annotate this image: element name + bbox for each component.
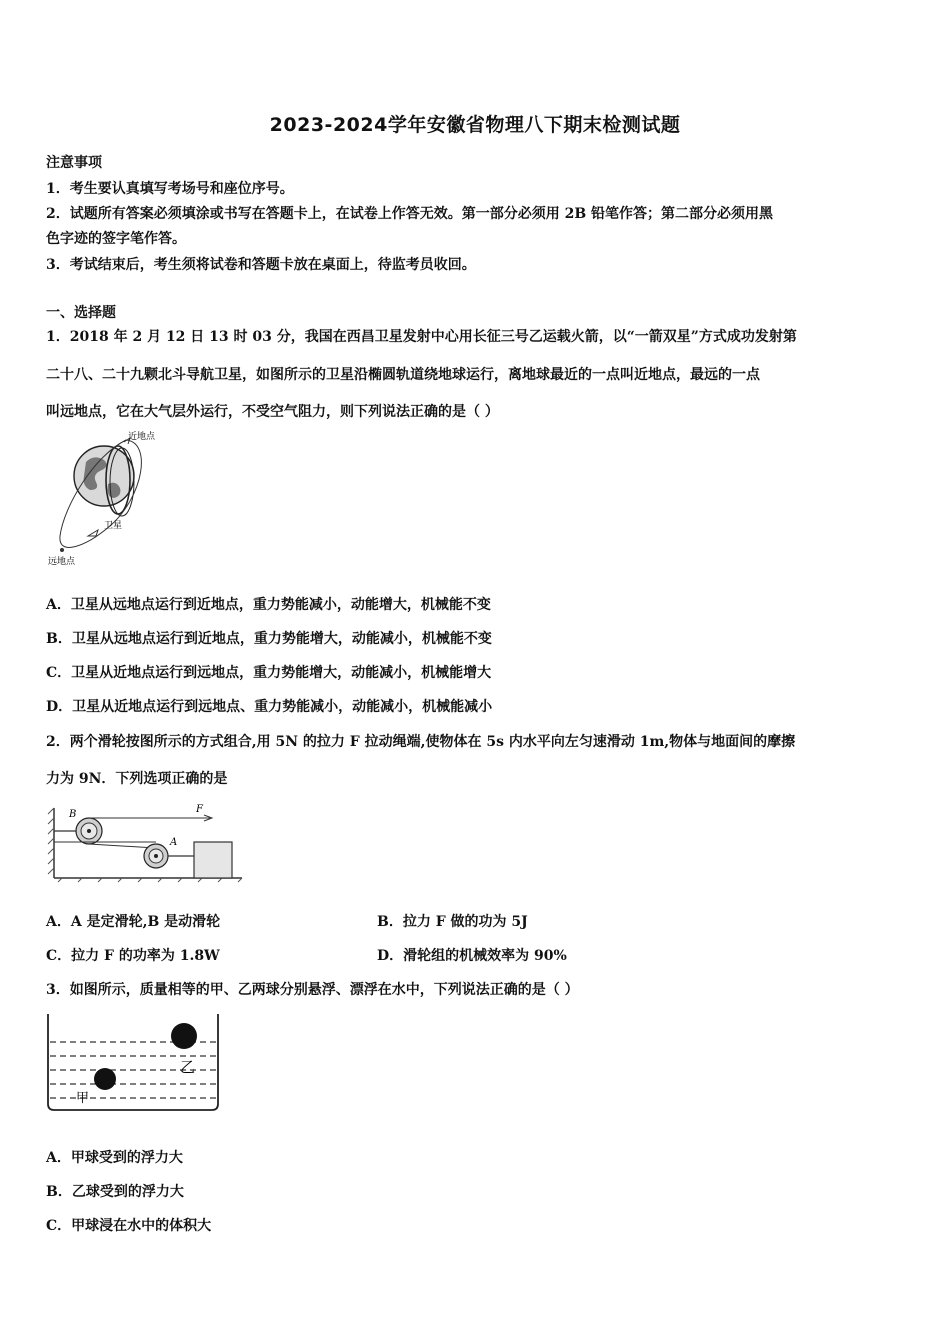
- label-yi: 乙: [180, 1058, 196, 1076]
- question-2-text: 2．两个滑轮按图所示的方式组合,用 5N 的拉力 F 拉动绳端,使物体在 5s 内水平向左匀速滑动 1m,物体与地面间的摩擦: [46, 734, 796, 750]
- question-2-text: 力为 9N．下列选项正确的是: [46, 771, 228, 787]
- q3-option-a: A．甲球受到的浮力大: [46, 1150, 183, 1166]
- pulley-figure: [44, 798, 248, 884]
- pulley-b-icon: [76, 818, 102, 844]
- wall: [48, 808, 54, 878]
- label-f: F: [196, 804, 203, 815]
- notice-item: 1．考生要认真填写考场号和座位序号。: [46, 181, 294, 197]
- pulley-a-icon: [144, 844, 168, 868]
- notice-item: 3．考试结束后，考生须将试卷和答题卡放在桌面上，待监考员收回。: [46, 257, 476, 273]
- question-1-text: 1．2018 年 2 月 12 日 13 时 03 分，我国在西昌卫星发射中心用长征三号乙运载火箭，以“一箭双星”方式成功发射第: [46, 329, 797, 345]
- notice-heading: 注意事项: [46, 155, 102, 171]
- q2-option-b: B．拉力 F 做的功为 5J: [377, 914, 528, 930]
- satellite-icon: [88, 530, 98, 536]
- perigee-label: 近地点: [128, 432, 156, 442]
- apogee-label: 远地点: [48, 557, 76, 567]
- q3-option-b: B．乙球受到的浮力大: [46, 1184, 184, 1200]
- notice-item: 2．试题所有答案必须填涂或书写在答题卡上，在试卷上作答无效。第一部分必须用 2B 铅笔作答；第二部分必须用黑: [46, 206, 774, 222]
- q1-option-c: C．卫星从近地点运行到远地点，重力势能增大，动能减小，机械能增大: [46, 665, 492, 681]
- q1-option-a: A．卫星从远地点运行到近地点，重力势能减小，动能增大，机械能不变: [46, 597, 491, 613]
- q2-option-c: C．拉力 F 的功率为 1.8W: [46, 948, 220, 964]
- label-a: A: [170, 837, 178, 848]
- question-1-text: 二十八、二十九颗北斗导航卫星，如图所示的卫星沿椭圆轨道绕地球运行，离地球最近的一点叫近地点，最远的一点: [46, 367, 760, 383]
- page-title: 2023-2024学年安徽省物理八下期末检测试题: [269, 114, 681, 136]
- section-heading: 一、选择题: [46, 305, 116, 321]
- block: [194, 842, 232, 878]
- satellite-label: 卫星: [104, 521, 123, 531]
- question-1-text: 叫远地点，它在大气层外运行，不受空气阻力，则下列说法正确的是（ ）: [46, 404, 499, 420]
- q1-option-d: D．卫星从近地点运行到远地点、重力势能减小，动能减小，机械能减小: [46, 699, 493, 715]
- apogee-point: [60, 548, 64, 552]
- q2-option-d: D．滑轮组的机械效率为 90%: [377, 948, 567, 964]
- q1-option-b: B．卫星从远地点运行到近地点，重力势能增大，动能减小，机械能不变: [46, 631, 492, 647]
- rope-lower: [89, 844, 156, 848]
- notice-item: 色字迹的签字笔作答。: [46, 231, 186, 247]
- q2-option-a: A．A 是定滑轮,B 是动滑轮: [46, 914, 221, 930]
- water-figure: [44, 1012, 224, 1114]
- ball-yi: [171, 1023, 197, 1049]
- q3-option-c: C．甲球浸在水中的体积大: [46, 1218, 212, 1234]
- label-jia: 甲: [76, 1091, 90, 1106]
- orbit-figure: [44, 426, 174, 568]
- label-b: B: [69, 809, 77, 820]
- question-3-text: 3．如图所示，质量相等的甲、乙两球分别悬浮、漂浮在水中，下列说法正确的是（ ）: [46, 982, 579, 998]
- ball-jia: [94, 1068, 116, 1090]
